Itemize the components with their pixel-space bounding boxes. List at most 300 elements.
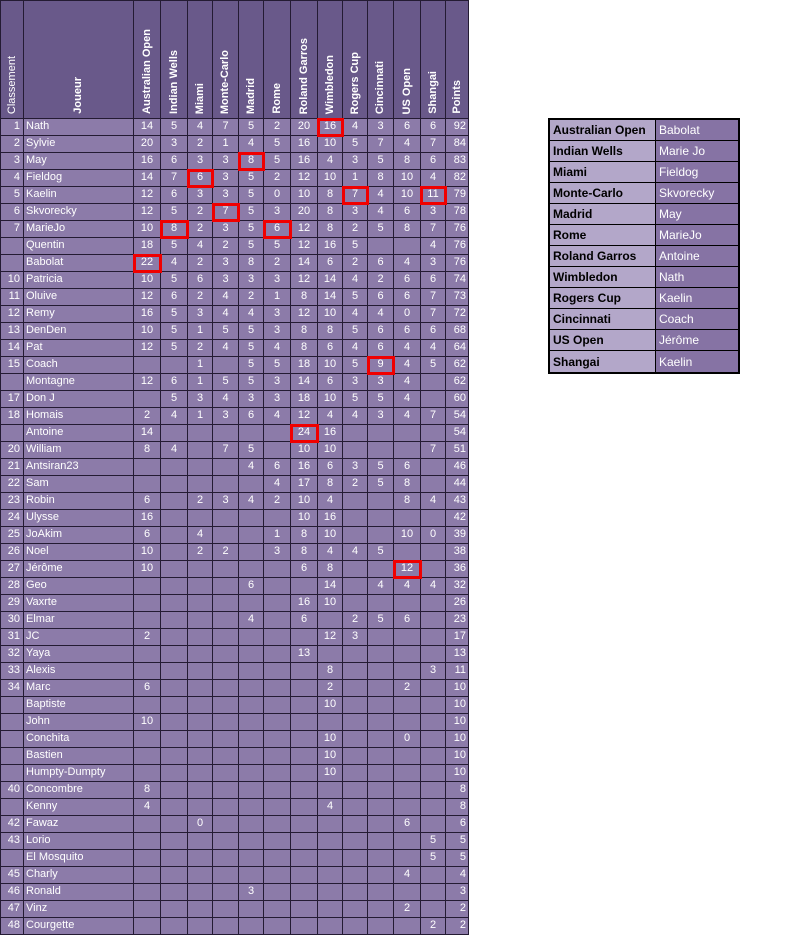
- score-cell[interactable]: [368, 799, 394, 816]
- score-cell[interactable]: 4: [264, 408, 291, 425]
- score-cell[interactable]: [161, 714, 188, 731]
- score-cell[interactable]: [264, 799, 291, 816]
- score-cell[interactable]: [291, 680, 318, 697]
- score-cell[interactable]: [213, 680, 239, 697]
- score-cell[interactable]: 13: [291, 646, 318, 663]
- player-cell[interactable]: Oluive: [24, 289, 134, 306]
- score-cell[interactable]: [213, 782, 239, 799]
- score-cell[interactable]: 5: [161, 272, 188, 289]
- score-cell[interactable]: 4: [239, 493, 264, 510]
- score-cell[interactable]: 4: [239, 459, 264, 476]
- points-cell[interactable]: 5: [446, 833, 469, 850]
- score-cell[interactable]: [161, 816, 188, 833]
- score-cell[interactable]: [343, 867, 368, 884]
- score-cell[interactable]: 14: [291, 255, 318, 272]
- score-cell[interactable]: 3: [213, 272, 239, 289]
- score-cell[interactable]: 5: [213, 323, 239, 340]
- score-cell[interactable]: 6: [239, 578, 264, 595]
- rank-cell[interactable]: 22: [1, 476, 24, 493]
- score-cell[interactable]: 8: [394, 221, 421, 238]
- score-cell[interactable]: 6: [394, 612, 421, 629]
- player-cell[interactable]: William: [24, 442, 134, 459]
- player-cell[interactable]: Quentin: [24, 238, 134, 255]
- score-cell[interactable]: [264, 442, 291, 459]
- score-cell[interactable]: 7: [421, 306, 446, 323]
- score-cell[interactable]: [343, 850, 368, 867]
- rank-cell[interactable]: [1, 255, 24, 272]
- score-cell[interactable]: 3: [213, 153, 239, 170]
- score-cell[interactable]: 5: [368, 221, 394, 238]
- score-cell[interactable]: 5: [264, 357, 291, 374]
- score-cell[interactable]: [318, 714, 343, 731]
- score-cell[interactable]: 3: [264, 374, 291, 391]
- score-cell[interactable]: 8: [394, 153, 421, 170]
- score-cell[interactable]: [213, 816, 239, 833]
- score-cell[interactable]: [188, 663, 213, 680]
- column-header-miami[interactable]: [188, 1, 213, 119]
- score-cell[interactable]: [368, 595, 394, 612]
- score-cell[interactable]: [134, 731, 161, 748]
- score-cell[interactable]: 6: [161, 289, 188, 306]
- score-cell[interactable]: 4: [188, 527, 213, 544]
- player-cell[interactable]: Baptiste: [24, 697, 134, 714]
- score-cell[interactable]: [188, 867, 213, 884]
- score-cell[interactable]: [161, 799, 188, 816]
- score-cell[interactable]: [291, 799, 318, 816]
- column-header-rogers-cup[interactable]: [343, 1, 368, 119]
- score-cell[interactable]: 6: [318, 459, 343, 476]
- score-cell[interactable]: 4: [394, 255, 421, 272]
- rank-cell[interactable]: [1, 714, 24, 731]
- score-cell[interactable]: [188, 884, 213, 901]
- score-cell[interactable]: [161, 918, 188, 935]
- score-cell[interactable]: [213, 884, 239, 901]
- winner-name-cell[interactable]: Nath: [656, 267, 738, 288]
- score-cell[interactable]: 4: [161, 255, 188, 272]
- score-cell[interactable]: 5: [368, 153, 394, 170]
- score-cell[interactable]: 7: [421, 408, 446, 425]
- score-cell[interactable]: [291, 629, 318, 646]
- score-cell[interactable]: 8: [134, 782, 161, 799]
- score-cell[interactable]: 10: [318, 357, 343, 374]
- score-cell[interactable]: 5: [239, 204, 264, 221]
- score-cell[interactable]: [291, 918, 318, 935]
- score-cell[interactable]: [213, 867, 239, 884]
- rank-cell[interactable]: 15: [1, 357, 24, 374]
- score-cell[interactable]: [291, 731, 318, 748]
- score-cell[interactable]: [239, 714, 264, 731]
- score-cell[interactable]: 16: [291, 136, 318, 153]
- column-header-rome[interactable]: [264, 1, 291, 119]
- points-cell[interactable]: 84: [446, 136, 469, 153]
- score-cell[interactable]: [343, 663, 368, 680]
- rank-cell[interactable]: [1, 238, 24, 255]
- score-cell[interactable]: [188, 765, 213, 782]
- score-cell[interactable]: 10: [134, 714, 161, 731]
- points-cell[interactable]: 11: [446, 663, 469, 680]
- score-cell[interactable]: 8: [318, 187, 343, 204]
- score-cell[interactable]: 2: [188, 136, 213, 153]
- score-cell[interactable]: 5: [368, 544, 394, 561]
- score-cell[interactable]: 3: [264, 272, 291, 289]
- score-cell[interactable]: 14: [318, 289, 343, 306]
- points-cell[interactable]: 73: [446, 289, 469, 306]
- score-cell[interactable]: [188, 833, 213, 850]
- score-cell[interactable]: 1: [264, 289, 291, 306]
- score-cell[interactable]: [343, 578, 368, 595]
- winner-name-cell[interactable]: MarieJo: [656, 225, 738, 246]
- player-cell[interactable]: Noel: [24, 544, 134, 561]
- winner-name-cell[interactable]: May: [656, 204, 738, 225]
- score-cell[interactable]: [264, 850, 291, 867]
- score-cell[interactable]: 4: [421, 493, 446, 510]
- score-cell[interactable]: [161, 527, 188, 544]
- score-cell[interactable]: [421, 697, 446, 714]
- score-cell[interactable]: 5: [239, 187, 264, 204]
- score-cell[interactable]: 6: [134, 680, 161, 697]
- score-cell[interactable]: 5: [239, 442, 264, 459]
- score-cell[interactable]: 7: [421, 289, 446, 306]
- score-cell[interactable]: [134, 578, 161, 595]
- player-cell[interactable]: Charly: [24, 867, 134, 884]
- score-cell[interactable]: [394, 697, 421, 714]
- score-cell[interactable]: 3: [161, 136, 188, 153]
- score-cell[interactable]: 4: [213, 340, 239, 357]
- score-cell[interactable]: 6: [161, 153, 188, 170]
- points-cell[interactable]: 79: [446, 187, 469, 204]
- score-cell[interactable]: 5: [343, 323, 368, 340]
- score-cell[interactable]: 18: [291, 357, 318, 374]
- score-cell[interactable]: 4: [394, 340, 421, 357]
- score-cell[interactable]: [421, 782, 446, 799]
- score-cell[interactable]: 4: [161, 408, 188, 425]
- player-cell[interactable]: Antoine: [24, 425, 134, 442]
- score-cell[interactable]: [188, 578, 213, 595]
- score-cell[interactable]: 6: [368, 255, 394, 272]
- score-cell[interactable]: [161, 595, 188, 612]
- points-cell[interactable]: 72: [446, 306, 469, 323]
- tournament-name-cell[interactable]: Rome: [550, 225, 656, 246]
- rank-cell[interactable]: 27: [1, 561, 24, 578]
- score-cell[interactable]: [213, 731, 239, 748]
- score-cell[interactable]: 4: [213, 391, 239, 408]
- score-cell[interactable]: 17: [291, 476, 318, 493]
- score-cell[interactable]: 8: [161, 221, 188, 238]
- score-cell[interactable]: [394, 629, 421, 646]
- rank-cell[interactable]: [1, 799, 24, 816]
- score-cell[interactable]: [239, 782, 264, 799]
- score-cell[interactable]: [343, 884, 368, 901]
- score-cell[interactable]: 0: [421, 527, 446, 544]
- score-cell[interactable]: 4: [264, 340, 291, 357]
- score-cell[interactable]: 3: [421, 255, 446, 272]
- points-cell[interactable]: 2: [446, 901, 469, 918]
- points-cell[interactable]: 76: [446, 238, 469, 255]
- score-cell[interactable]: [213, 799, 239, 816]
- score-cell[interactable]: 10: [318, 136, 343, 153]
- score-cell[interactable]: 14: [318, 272, 343, 289]
- score-cell[interactable]: [394, 782, 421, 799]
- score-cell[interactable]: 6: [394, 459, 421, 476]
- score-cell[interactable]: 5: [264, 153, 291, 170]
- score-cell[interactable]: [264, 578, 291, 595]
- score-cell[interactable]: [213, 561, 239, 578]
- tournament-name-cell[interactable]: Shangai: [550, 351, 656, 372]
- tournament-name-cell[interactable]: Rogers Cup: [550, 288, 656, 309]
- score-cell[interactable]: 2: [264, 119, 291, 136]
- score-cell[interactable]: [134, 867, 161, 884]
- score-cell[interactable]: 2: [134, 408, 161, 425]
- points-cell[interactable]: 44: [446, 476, 469, 493]
- score-cell[interactable]: [188, 697, 213, 714]
- score-cell[interactable]: [161, 561, 188, 578]
- score-cell[interactable]: 4: [239, 612, 264, 629]
- score-cell[interactable]: 3: [421, 663, 446, 680]
- score-cell[interactable]: [368, 714, 394, 731]
- score-cell[interactable]: 10: [318, 765, 343, 782]
- score-cell[interactable]: 2: [188, 255, 213, 272]
- score-cell[interactable]: [394, 918, 421, 935]
- score-cell[interactable]: 4: [134, 799, 161, 816]
- rank-cell[interactable]: [1, 731, 24, 748]
- score-cell[interactable]: 24: [291, 425, 318, 442]
- score-cell[interactable]: [421, 816, 446, 833]
- score-cell[interactable]: [239, 850, 264, 867]
- score-cell[interactable]: 6: [394, 272, 421, 289]
- player-cell[interactable]: Patricia: [24, 272, 134, 289]
- rank-cell[interactable]: 17: [1, 391, 24, 408]
- score-cell[interactable]: 2: [188, 204, 213, 221]
- column-header-shangai[interactable]: [421, 1, 446, 119]
- winner-name-cell[interactable]: Jérôme: [656, 330, 738, 351]
- score-cell[interactable]: [264, 901, 291, 918]
- score-cell[interactable]: 5: [343, 391, 368, 408]
- score-cell[interactable]: 8: [394, 493, 421, 510]
- score-cell[interactable]: [291, 663, 318, 680]
- score-cell[interactable]: 7: [368, 136, 394, 153]
- score-cell[interactable]: 22: [134, 255, 161, 272]
- score-cell[interactable]: 6: [421, 153, 446, 170]
- score-cell[interactable]: [213, 476, 239, 493]
- score-cell[interactable]: [239, 646, 264, 663]
- score-cell[interactable]: [264, 918, 291, 935]
- score-cell[interactable]: 10: [394, 170, 421, 187]
- score-cell[interactable]: [421, 425, 446, 442]
- score-cell[interactable]: 0: [188, 816, 213, 833]
- score-cell[interactable]: 3: [343, 374, 368, 391]
- score-cell[interactable]: 5: [343, 136, 368, 153]
- score-cell[interactable]: 2: [368, 272, 394, 289]
- score-cell[interactable]: [161, 357, 188, 374]
- score-cell[interactable]: 18: [291, 391, 318, 408]
- points-cell[interactable]: 54: [446, 408, 469, 425]
- score-cell[interactable]: [368, 646, 394, 663]
- score-cell[interactable]: [264, 748, 291, 765]
- score-cell[interactable]: 8: [318, 561, 343, 578]
- score-cell[interactable]: [134, 884, 161, 901]
- points-cell[interactable]: 62: [446, 374, 469, 391]
- score-cell[interactable]: [239, 425, 264, 442]
- score-cell[interactable]: [213, 646, 239, 663]
- score-cell[interactable]: [343, 493, 368, 510]
- score-cell[interactable]: 8: [291, 544, 318, 561]
- player-cell[interactable]: El Mosquito: [24, 850, 134, 867]
- score-cell[interactable]: 16: [318, 119, 343, 136]
- player-cell[interactable]: Ulysse: [24, 510, 134, 527]
- rank-cell[interactable]: 1: [1, 119, 24, 136]
- rank-cell[interactable]: 31: [1, 629, 24, 646]
- score-cell[interactable]: [368, 731, 394, 748]
- score-cell[interactable]: 6: [291, 612, 318, 629]
- score-cell[interactable]: [264, 663, 291, 680]
- score-cell[interactable]: [213, 459, 239, 476]
- points-cell[interactable]: 10: [446, 697, 469, 714]
- score-cell[interactable]: [213, 578, 239, 595]
- score-cell[interactable]: 3: [188, 306, 213, 323]
- score-cell[interactable]: 4: [421, 238, 446, 255]
- score-cell[interactable]: 4: [368, 306, 394, 323]
- score-cell[interactable]: [134, 391, 161, 408]
- score-cell[interactable]: 5: [239, 119, 264, 136]
- score-cell[interactable]: [239, 731, 264, 748]
- score-cell[interactable]: 5: [368, 459, 394, 476]
- player-cell[interactable]: Lorio: [24, 833, 134, 850]
- points-cell[interactable]: 8: [446, 782, 469, 799]
- score-cell[interactable]: [188, 901, 213, 918]
- score-cell[interactable]: [368, 782, 394, 799]
- player-cell[interactable]: MarieJo: [24, 221, 134, 238]
- score-cell[interactable]: 5: [421, 850, 446, 867]
- score-cell[interactable]: 5: [161, 391, 188, 408]
- score-cell[interactable]: 5: [343, 289, 368, 306]
- score-cell[interactable]: [188, 680, 213, 697]
- score-cell[interactable]: 2: [188, 289, 213, 306]
- score-cell[interactable]: 12: [291, 306, 318, 323]
- points-cell[interactable]: 3: [446, 884, 469, 901]
- player-cell[interactable]: Sylvie: [24, 136, 134, 153]
- rank-cell[interactable]: 46: [1, 884, 24, 901]
- score-cell[interactable]: 2: [264, 170, 291, 187]
- score-cell[interactable]: 10: [394, 187, 421, 204]
- score-cell[interactable]: [421, 646, 446, 663]
- score-cell[interactable]: [188, 561, 213, 578]
- score-cell[interactable]: [239, 918, 264, 935]
- score-cell[interactable]: 10: [318, 391, 343, 408]
- points-cell[interactable]: 42: [446, 510, 469, 527]
- score-cell[interactable]: 12: [134, 204, 161, 221]
- score-cell[interactable]: [421, 595, 446, 612]
- score-cell[interactable]: [188, 850, 213, 867]
- points-cell[interactable]: 5: [446, 850, 469, 867]
- score-cell[interactable]: 4: [368, 204, 394, 221]
- score-cell[interactable]: [213, 510, 239, 527]
- score-cell[interactable]: [264, 731, 291, 748]
- score-cell[interactable]: 3: [213, 493, 239, 510]
- score-cell[interactable]: [343, 425, 368, 442]
- points-cell[interactable]: 62: [446, 357, 469, 374]
- score-cell[interactable]: 2: [213, 238, 239, 255]
- score-cell[interactable]: [134, 833, 161, 850]
- score-cell[interactable]: 6: [188, 170, 213, 187]
- score-cell[interactable]: [343, 765, 368, 782]
- score-cell[interactable]: 8: [239, 153, 264, 170]
- score-cell[interactable]: 16: [134, 153, 161, 170]
- score-cell[interactable]: 6: [368, 289, 394, 306]
- score-cell[interactable]: 10: [318, 595, 343, 612]
- score-cell[interactable]: 3: [343, 629, 368, 646]
- score-cell[interactable]: [161, 612, 188, 629]
- score-cell[interactable]: 5: [161, 238, 188, 255]
- player-cell[interactable]: Vaxrte: [24, 595, 134, 612]
- score-cell[interactable]: 8: [291, 340, 318, 357]
- score-cell[interactable]: [134, 816, 161, 833]
- score-cell[interactable]: [188, 476, 213, 493]
- score-cell[interactable]: [134, 850, 161, 867]
- score-cell[interactable]: [291, 765, 318, 782]
- score-cell[interactable]: 6: [394, 119, 421, 136]
- score-cell[interactable]: [264, 510, 291, 527]
- score-cell[interactable]: [161, 680, 188, 697]
- score-cell[interactable]: 12: [134, 289, 161, 306]
- tournament-name-cell[interactable]: Indian Wells: [550, 141, 656, 162]
- player-cell[interactable]: Fawaz: [24, 816, 134, 833]
- score-cell[interactable]: 5: [161, 119, 188, 136]
- score-cell[interactable]: 4: [343, 408, 368, 425]
- rank-cell[interactable]: 14: [1, 340, 24, 357]
- score-cell[interactable]: 4: [343, 544, 368, 561]
- tournament-name-cell[interactable]: Roland Garros: [550, 246, 656, 267]
- score-cell[interactable]: 4: [343, 119, 368, 136]
- score-cell[interactable]: 6: [161, 187, 188, 204]
- score-cell[interactable]: 4: [394, 357, 421, 374]
- score-cell[interactable]: 10: [318, 306, 343, 323]
- score-cell[interactable]: 20: [291, 119, 318, 136]
- score-cell[interactable]: [421, 731, 446, 748]
- score-cell[interactable]: [421, 799, 446, 816]
- score-cell[interactable]: [421, 561, 446, 578]
- score-cell[interactable]: [264, 612, 291, 629]
- score-cell[interactable]: [161, 493, 188, 510]
- score-cell[interactable]: [264, 680, 291, 697]
- score-cell[interactable]: 4: [421, 170, 446, 187]
- score-cell[interactable]: 2: [239, 289, 264, 306]
- score-cell[interactable]: [368, 663, 394, 680]
- score-cell[interactable]: 2: [343, 476, 368, 493]
- score-cell[interactable]: 10: [318, 527, 343, 544]
- score-cell[interactable]: 1: [188, 357, 213, 374]
- player-cell[interactable]: JC: [24, 629, 134, 646]
- score-cell[interactable]: 10: [318, 731, 343, 748]
- score-cell[interactable]: 5: [239, 170, 264, 187]
- points-cell[interactable]: 32: [446, 578, 469, 595]
- rank-cell[interactable]: 13: [1, 323, 24, 340]
- score-cell[interactable]: 16: [134, 306, 161, 323]
- score-cell[interactable]: [368, 238, 394, 255]
- score-cell[interactable]: 9: [368, 357, 394, 374]
- score-cell[interactable]: 20: [291, 204, 318, 221]
- points-cell[interactable]: 39: [446, 527, 469, 544]
- player-cell[interactable]: May: [24, 153, 134, 170]
- player-cell[interactable]: Elmar: [24, 612, 134, 629]
- score-cell[interactable]: [213, 833, 239, 850]
- score-cell[interactable]: 6: [134, 493, 161, 510]
- tournament-name-cell[interactable]: US Open: [550, 330, 656, 351]
- score-cell[interactable]: 2: [188, 221, 213, 238]
- score-cell[interactable]: 4: [318, 408, 343, 425]
- score-cell[interactable]: 3: [213, 187, 239, 204]
- score-cell[interactable]: 12: [318, 629, 343, 646]
- points-cell[interactable]: 83: [446, 153, 469, 170]
